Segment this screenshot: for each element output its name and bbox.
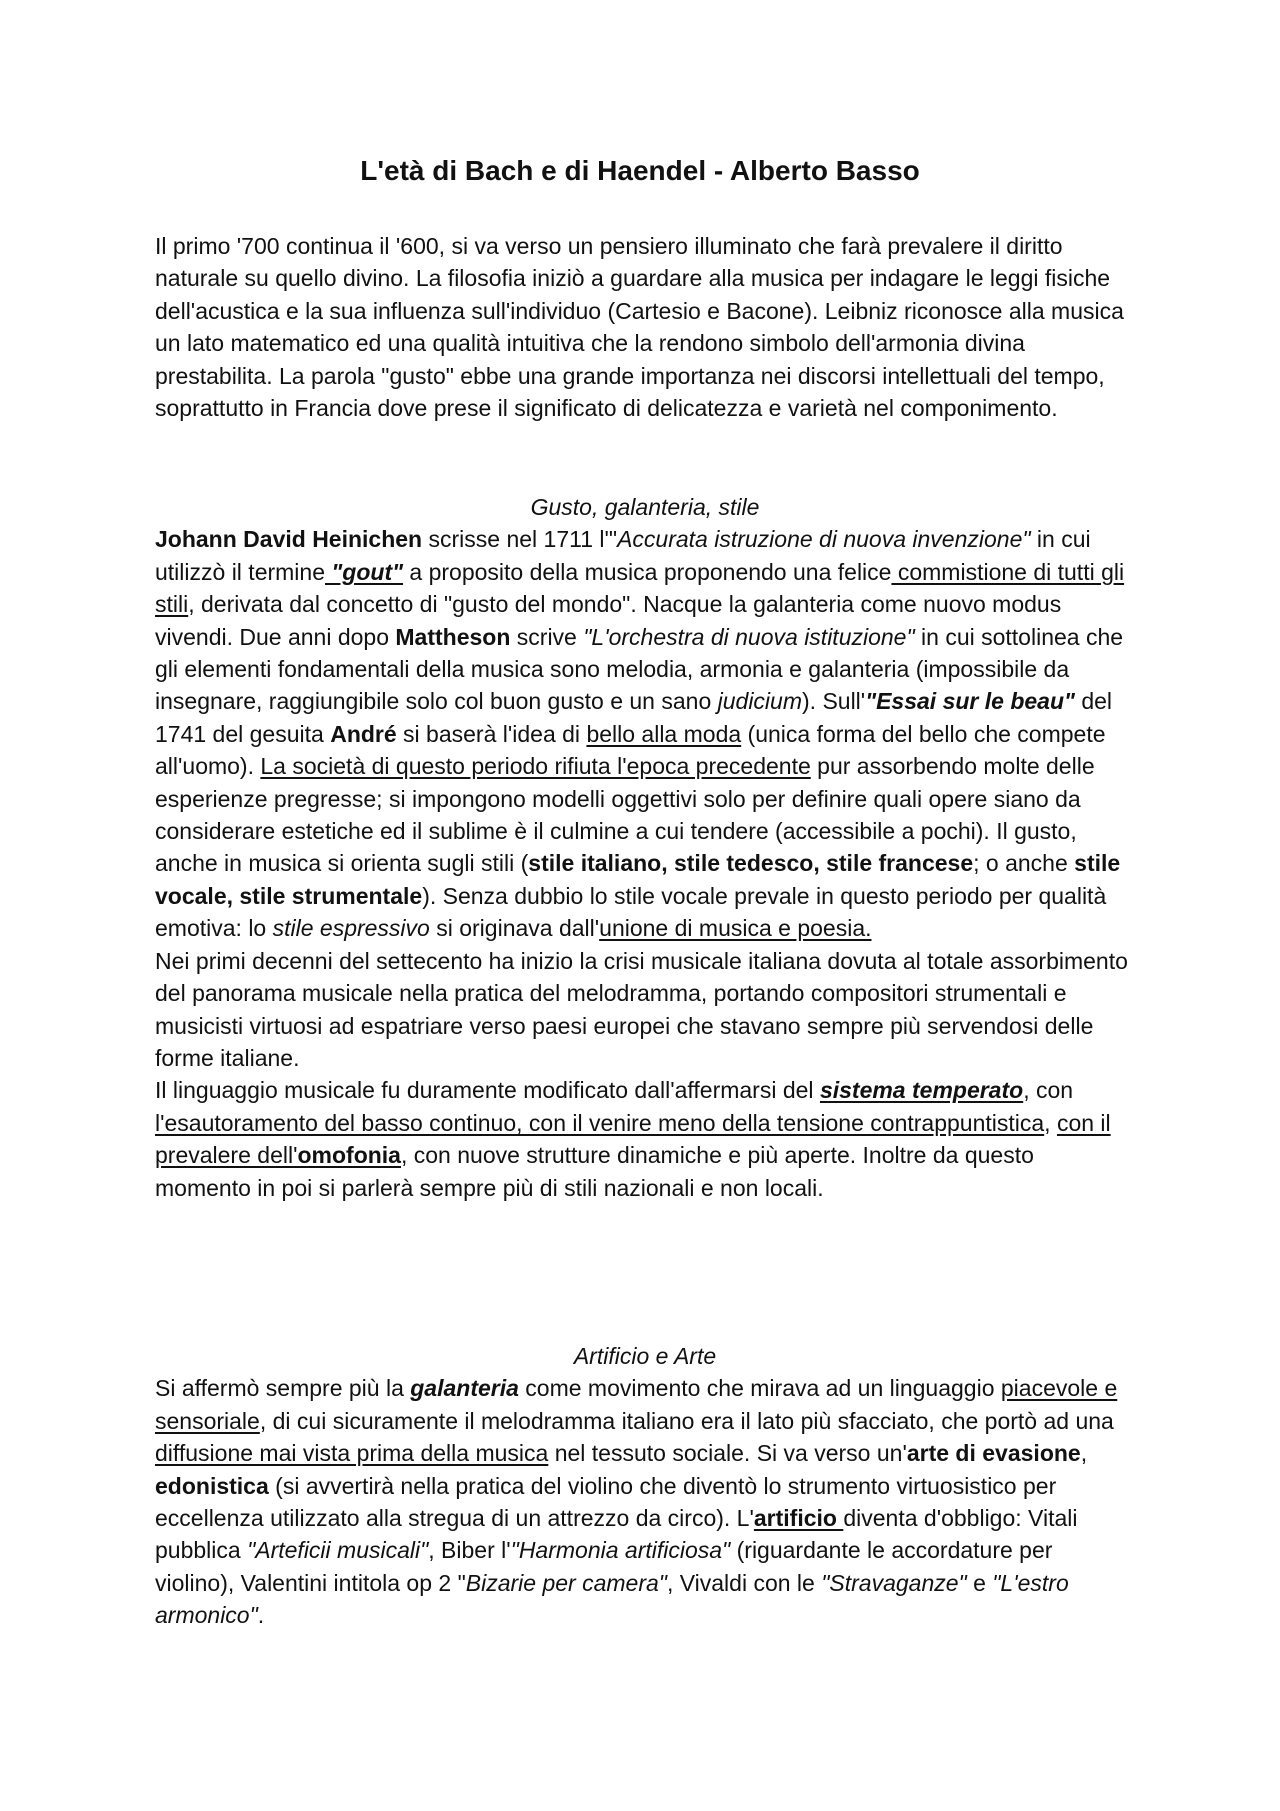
- underlined-societa: La società di questo periodo rifiuta l'epoca precedente: [260, 753, 811, 780]
- underlined-piacevole-sensoriale: piacevole e sensoriale: [155, 1375, 1118, 1434]
- term-stili-nazionali: stile italiano, stile tedesco, stile francese: [528, 850, 974, 877]
- text-run: si baserà l'idea di: [396, 720, 587, 747]
- text-run: a proposito della musica proponendo una felice: [403, 558, 892, 585]
- work-title-arteficii: "Arteficii musicali": [247, 1537, 429, 1564]
- paragraph-crisi-musicale: Nei primi decenni del settecento ha inizio la crisi musicale italiana dovuta al totale assorbimento del panorama musicale nella pratica del melodramma, portando compositori strumentali e musicisti virtuosi ad espatriare verso paesi europei che stavano sempre più servendosi delle forme italiane.: [155, 947, 1128, 1071]
- underlined-bello-alla-moda: bello alla moda: [586, 720, 742, 747]
- text-run: del 1741 del gesuita: [155, 688, 1113, 747]
- text-run: , di cui sicuramente il melodramma italiano era il lato più sfacciato, che portò ad una: [259, 1407, 1114, 1434]
- work-title-orchestra: "L'orchestra di nuova istituzione": [583, 623, 915, 650]
- term-arte-di-evasione: arte di evasione: [906, 1440, 1081, 1467]
- text-run: , Biber l': [428, 1537, 511, 1564]
- text-run: , con: [1023, 1077, 1074, 1104]
- underlined-prevalere-text: con il prevalere dell': [155, 1109, 1111, 1169]
- text-run: scrisse nel 1711 l'": [422, 526, 618, 553]
- underlined-diffusione: diffusione mai vista prima della musica: [155, 1440, 549, 1467]
- text-run: diventa d'obbligo: Vitali pubblica: [155, 1505, 1078, 1564]
- work-title-bizarie: Bizarie per camera": [465, 1569, 667, 1596]
- name-heinichen: Johann David Heinichen: [155, 526, 423, 553]
- text-run: , con nuove strutture dinamiche e più aperte. Inoltre da questo momento in poi si parlerà sempre più di stili nazionali e non locali.: [155, 1142, 1034, 1201]
- text-run: (unica forma del bello che compete all'uomo).: [155, 720, 1106, 780]
- term-omofonia: omofonia: [297, 1142, 401, 1169]
- text-run: ). Sull': [802, 688, 866, 715]
- work-title-essai: [865, 688, 1075, 714]
- text-run: , derivata dal concetto di "gusto del mondo". Nacque la galanteria come nuovo modus vivendi. Due anni dopo: [155, 591, 1062, 650]
- term-gout: [325, 559, 403, 585]
- text-run: si originava dall': [429, 915, 600, 942]
- underlined-commistione: commistione di tutti gli stili: [155, 558, 1125, 618]
- text-run: Si affermò sempre più la: [155, 1375, 411, 1402]
- term-galanteria-text: galanteria: [410, 1375, 519, 1402]
- text-run: ,: [1080, 1440, 1088, 1467]
- text-run: ). Senza dubbio lo stile vocale prevale in questo periodo per qualità emotiva: lo: [155, 882, 1107, 942]
- section-artificio-arte: [155, 1340, 1135, 1632]
- text-run: (riguardante le accordature per violino), Valentini intitola op 2 ": [155, 1537, 1053, 1596]
- text-run: , Vivaldi con le: [666, 1569, 822, 1596]
- term-stili-vocale-strumentale: stile vocale, stile strumentale: [155, 850, 1121, 909]
- text-run: (si avvertirà nella pratica del violino che diventò lo strumento virtuosistico per eccellenza utilizzato alla stregua di un attrezzo da circo). L': [155, 1472, 1057, 1532]
- term-gout-text: "gout": [325, 558, 404, 585]
- work-title-harmonia: "Harmonia artificiosa": [510, 1537, 731, 1564]
- underlined-esautoramento: l'esautoramento del basso continuo, con il venire meno della tensione contrappuntistica: [155, 1109, 1045, 1136]
- underlined-unione-musica-poesia: unione di musica e poesia.: [599, 915, 872, 942]
- text-run: in cui utilizzò il termine: [155, 526, 1091, 585]
- section-heading-artificio: Artificio e Arte: [573, 1343, 717, 1369]
- term-sistema-temperato: [820, 1077, 1023, 1103]
- work-title-essai-text: "Essai sur le beau": [865, 688, 1075, 715]
- text-run: in cui sottolinea che gli elementi fondamentali della musica sono melodia, armonia e galanteria (impossibile da insegnare, raggiungibile solo col buon gusto e un sano: [155, 623, 1124, 715]
- work-title-stravaganze: "Stravaganze": [821, 1569, 967, 1596]
- work-title-estro-armonico: "L'estro armonico": [155, 1569, 1069, 1629]
- intro-paragraph: Il primo '700 continua il '600, si va verso un pensiero illuminato che farà prevalere il diritto naturale su quello divino. La filosofia iniziò a guardare alla musica per indagare le leggi fisiche dell'acustica e la sua influenza sull'individuo (Cartesio e Bacone). Leibniz riconosce alla musica un lato matematico ed una qualità intuitiva che la rendono simbolo dell'armonia divina prestabilita. La parola "gusto" ebbe una grande importanza nei discorsi intellettuali del tempo, soprattutto in Francia dove prese il significato di delicatezza e varietà nel componimento.: [155, 233, 1124, 422]
- work-title-accurata-istruzione: Accurata istruzione di nuova invenzione": [617, 526, 1031, 553]
- section-gusto-galanteria-stile: [155, 491, 1135, 1204]
- section-heading-gusto: Gusto, galanteria, stile: [530, 494, 760, 520]
- text-run: ,: [1044, 1109, 1057, 1136]
- term-sistema-temperato-text: sistema temperato: [819, 1077, 1024, 1104]
- text-run: scrive: [510, 623, 584, 650]
- document-title: L'età di Bach e di Haendel - Alberto Basso: [360, 155, 920, 186]
- term-galanteria: [410, 1375, 519, 1401]
- term-stile-espressivo: stile espressivo: [272, 915, 430, 942]
- text-run: ; o anche: [973, 850, 1075, 877]
- name-andre: André: [330, 720, 397, 747]
- text-run: nel tessuto sociale. Si va verso un': [548, 1440, 907, 1467]
- term-edonistica: edonistica: [155, 1472, 269, 1499]
- text-run: Il linguaggio musicale fu duramente modificato dall'affermarsi del: [155, 1077, 820, 1104]
- term-artificio: artificio: [753, 1505, 844, 1532]
- name-mattheson: Mattheson: [395, 623, 511, 650]
- text-run: .: [257, 1602, 265, 1629]
- text-run: come movimento che mirava ad un linguaggio: [518, 1375, 1001, 1402]
- text-run: e: [966, 1569, 993, 1596]
- text-run: pur assorbendo molte delle esperienze pregresse; si impongono modelli oggettivi solo per definire quali opere siano da considerare estetiche ed il sublime è il culmine a cui tendere (accessibile a pochi). Il gusto, anche in musica si orienta sugli stili (: [155, 753, 1095, 877]
- term-judicium: judicium: [717, 688, 802, 715]
